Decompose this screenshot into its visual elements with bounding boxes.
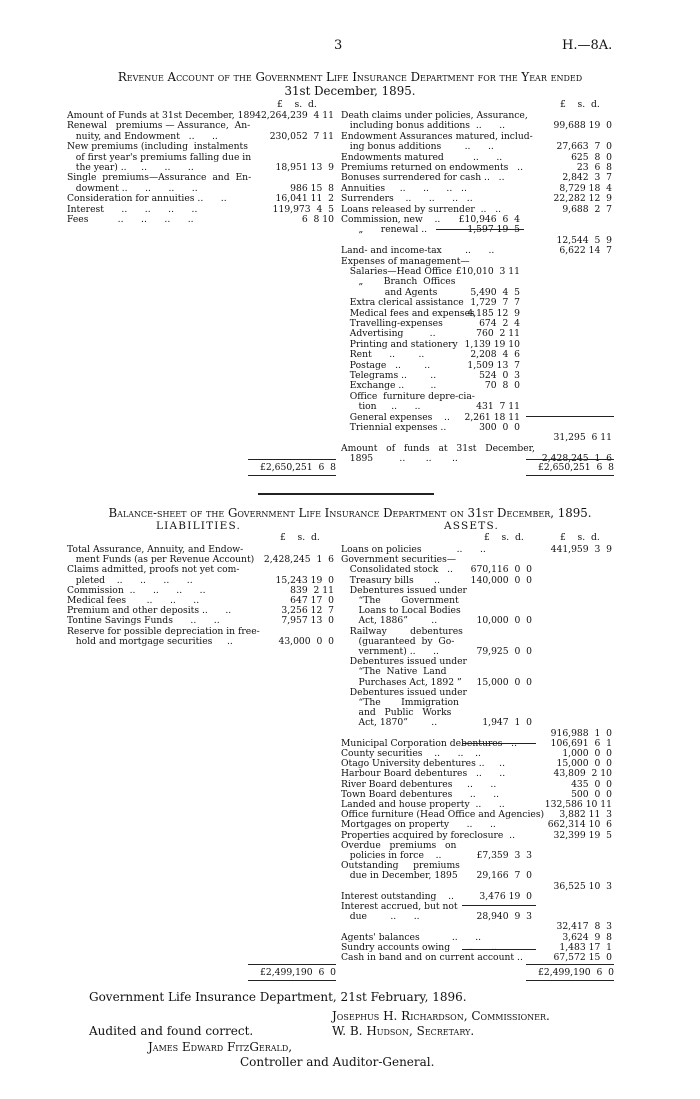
asset-inner-amount: 10,000 0 0 [476,615,532,627]
revenue-payment-inner-amount: 431 7 11 [476,401,520,413]
revenue-payment-amount: 625 8 0 [571,151,612,163]
assets-total-rule [526,964,614,965]
revenue-payment-inner-amount: 4,185 12 9 [467,307,520,319]
asset-amount: 36,525 10 3 [553,880,612,892]
asset-label: Office furniture (Head Office and Agencies) [341,809,545,821]
revenue-payment-label: Triennial expenses .. [341,422,447,433]
revenue-payment-inner-amount: £10,946 6 4 [458,214,520,225]
revenue-receipt-label: Amount of Funds at 31st December, 1894 [67,110,262,121]
assets-column-header: £ s. d. [560,532,600,543]
revenue-receipt-amount: 18,951 13 9 [275,162,334,173]
premiums-subtotal-rule [462,905,536,906]
revenue-receipt-amount: 16,041 11 2 [275,193,334,205]
revenue-payment-inner-amount: 70 8 0 [484,380,520,392]
revenue-payment-label: Commission, new .. [341,214,441,225]
revenue-right-total: £2,650,251 6 8 [538,462,614,473]
asset-label: Loans on policies .. .. [341,544,486,555]
asset-label: Otago University debentures .. .. [341,758,506,770]
revenue-payment-amount: 23 6 8 [576,162,612,173]
asset-label: Act, 1886” .. [341,615,438,627]
revenue-left-total-rule [248,459,336,460]
asset-inner-amount: 3,476 19 0 [479,890,532,902]
liability-amount: 3,256 12 7 [281,605,334,617]
revenue-payment-amount: 99,688 19 0 [553,120,612,132]
revenue-payment-label: Postage .. .. [341,359,431,371]
revenue-payment-amount: 6,622 14 7 [559,245,612,257]
asset-amount: 15,000 0 0 [556,758,612,770]
asset-label: River Board debentures .. .. [341,778,497,790]
asset-label: Properties acquired by foreclosure .. [341,829,516,841]
revenue-payment-label: and Agents [341,286,438,298]
audited-statement: Audited and found correct. [89,1024,254,1038]
revenue-payment-inner-amount: 674 2 4 [479,318,520,329]
asset-label: (guaranteed by Go- [341,635,455,647]
revenue-receipt-amount: 986 15 8 [290,182,334,194]
revenue-payment-label: Endowment Assurances matured, includ- [341,130,533,142]
revenue-payment-label: Bonuses surrendered for cash .. .. [341,172,505,184]
asset-inner-amount: 15,000 0 0 [476,676,532,688]
revenue-receipt-amount: 119,973 4 5 [272,203,334,215]
liability-label: Premium and other deposits .. .. [67,605,232,617]
liability-label: Claims admitted, proofs not yet com- [67,564,240,576]
asset-label: Town Board debentures .. .. [341,788,500,800]
liability-label: Commission .. .. .. .. [67,584,206,596]
asset-amount: 43,809 2 10 [553,768,612,780]
asset-amount: 1,483 17 1 [559,941,612,953]
liability-label: pleted .. .. .. .. [67,574,193,586]
revenue-left-double-rule [248,475,336,476]
revenue-payment-label: Printing and stationery [341,338,458,350]
revenue-payment-inner-amount: 760 2 11 [476,328,520,340]
revenue-payment-label: Telegrams .. .. [341,370,437,381]
revenue-payment-amount: 8,729 18 4 [559,182,612,194]
assets-heading: ASSETS. [444,520,500,532]
document-reference: H.—8A. [562,38,613,53]
asset-label: Municipal Corporation debentures .. [341,737,518,749]
revenue-payment-amount: 22,282 12 9 [553,193,612,205]
revenue-receipt-label: Renewal premiums — Assurance, An- [67,120,251,132]
revenue-payment-inner-amount: £10,010 3 11 [455,266,520,277]
asset-label: Government securities— [341,554,457,566]
revenue-payment-label: Death claims under policies, Assurance, [341,110,528,121]
asset-label: “The Native Land [341,666,447,678]
liabilities-column-header: £ s. d. [280,532,320,543]
revenue-payment-label: Travelling-expenses [341,318,443,329]
revenue-payment-label: General expenses .. [341,411,450,423]
revenue-receipt-label: Single premiums—Assurance and En- [67,172,252,184]
revenue-account-title: Revenue Account of the Government Life Insurance Department for the Year ended [117,70,583,84]
revenue-payment-amount: 27,663 7 0 [556,141,612,153]
commission-subtotal-rule [436,229,524,230]
page-number: 3 [334,38,343,53]
revenue-receipt-label: New premiums (including instalments [67,141,248,153]
asset-amount: 662,314 10 6 [547,819,612,831]
revenue-payment-inner-amount: 2,208 4 6 [470,349,520,361]
assets-inner-column-header: £ s. d. [484,532,524,543]
interest-subtotal-rule [462,949,536,950]
asset-label: Outstanding premiums [341,860,460,872]
revenue-payment-inner-amount: 524 0 3 [479,370,520,381]
revenue-payment-label: Loans released by surrender .. .. [341,203,502,215]
asset-label: Interest accrued, but not [341,901,458,912]
revenue-payment-inner-amount: 5,490 4 5 [470,286,520,298]
section-separator [258,493,434,495]
asset-inner-amount: 29,166 7 0 [476,870,532,882]
revenue-payment-label: Endowments matured .. .. [341,151,503,163]
assets-double-rule [526,980,614,981]
asset-label: Railway debentures [341,625,463,637]
revenue-payment-label: Extra clerical assistance [341,297,464,309]
asset-inner-amount: £7,359 3 3 [476,850,532,861]
liability-label: ment Funds (as per Revenue Account) [67,554,255,566]
revenue-payment-label: 1895 .. .. .. [341,453,458,465]
asset-label: Debentures issued under [341,584,467,596]
asset-label: Landed and house property .. .. [341,799,505,810]
asset-label: due .. .. [341,911,420,923]
revenue-left-total: £2,650,251 6 8 [260,462,336,473]
asset-label: Harbour Board debentures .. .. [341,768,506,780]
asset-label: Interest outstanding .. [341,890,454,902]
revenue-payment-label: Salaries—Head Office [341,266,452,277]
asset-label: vernment) .. .. [341,646,439,657]
asset-label: Sundry accounts owing .. .. [341,941,497,953]
asset-label: County securities .. .. .. [341,748,481,759]
revenue-payment-label: Amount of funds at 31st December, [341,442,535,454]
liability-label: Medical fees .. .. .. [67,595,200,606]
asset-label: Agents' balances .. .. [341,931,482,943]
revenue-payment-label: Advertising .. [341,328,436,340]
revenue-receipt-label: Interest .. .. .. .. [67,203,198,215]
revenue-payment-label: Office furniture depre-cia- [341,390,475,402]
asset-amount: 3,882 11 3 [559,809,612,821]
revenue-payment-inner-amount: 300 0 0 [479,422,520,433]
revenue-right-column-header: £ s. d. [560,99,600,110]
asset-amount: 106,691 6 1 [550,737,612,749]
asset-label: Consolidated stock .. [341,564,453,576]
revenue-payment-amount: 2,428,245 1 6 [541,453,612,465]
revenue-payment-amount: 2,842 3 7 [562,172,612,184]
asset-label: Overdue premiums on [341,839,457,851]
revenue-payment-inner-amount: 1,729 7 7 [470,297,520,309]
asset-inner-amount: 140,000 0 0 [470,574,532,586]
revenue-payment-label: ing bonus additions .. .. [341,141,494,153]
revenue-payment-inner-amount: 1,597 19 5 [467,224,520,236]
revenue-payment-inner-amount: 1,509 13 7 [467,359,520,371]
asset-label: Cash in band and on current account .. [341,952,523,963]
asset-inner-amount: 1,947 1 0 [482,717,532,729]
revenue-payment-amount: 12,544 5 9 [556,234,612,246]
liabilities-total-rule [248,964,336,965]
revenue-payment-label: Medical fees and expenses [341,307,475,319]
asset-label: Loans to Local Bodies [341,605,461,617]
assets-total: £2,499,190 6 0 [538,967,614,978]
revenue-receipt-amount: 2,264,239 4 11 [260,110,334,121]
revenue-payment-amount: 31,295 6 11 [553,432,612,444]
asset-amount: 435 0 0 [571,778,612,790]
asset-amount: 132,586 10 11 [544,799,612,810]
asset-label: due in December, 1895 [341,870,458,882]
asset-label: Purchases Act, 1892 ” [341,676,462,688]
asset-inner-amount: 28,940 9 3 [476,911,532,923]
liability-amount: 43,000 0 0 [278,635,334,647]
asset-amount: 32,417 8 3 [556,921,612,933]
securities-subtotal-rule [462,743,536,744]
asset-label: “The Government [341,595,459,606]
revenue-payment-label: tion .. .. [341,401,421,413]
revenue-right-total-rule [526,459,614,460]
department-date-line: Government Life Insurance Department, 21st February, 1896. [89,990,467,1004]
liabilities-double-rule [248,980,336,981]
asset-amount: 500 0 0 [571,788,612,800]
liability-label: Total Assurance, Annuity, and Endow- [67,544,244,555]
revenue-receipt-label: of first year's premiums falling due in [67,151,252,163]
asset-amount: 3,624 9 8 [562,931,612,943]
revenue-payment-label: Land- and income-tax .. .. [341,245,495,257]
revenue-payment-inner-amount: 1,139 19 10 [464,338,520,350]
asset-amount: 916,988 1 0 [550,727,612,739]
liability-amount: 2,428,245 1 6 [263,554,334,566]
revenue-payment-amount: 9,688 2 7 [562,203,612,215]
asset-label: Debentures issued under [341,686,467,698]
liability-amount: 839 2 11 [290,584,334,596]
revenue-receipt-label: the year) .. .. .. .. [67,162,194,173]
revenue-left-column-header: £ s. d. [277,99,317,110]
asset-label: Treasury bills .. [341,574,441,586]
commissioner-signature: Josephus H. Richardson, Commissioner. [332,1009,550,1023]
asset-label: Mortgages on property .. .. [341,819,496,831]
asset-label: “The Immigration [341,697,459,708]
expenses-subtotal-rule [526,416,614,417]
revenue-payment-label: „ Branch Offices [341,276,456,288]
revenue-payment-label: Surrenders .. .. .. .. [341,193,473,205]
liability-amount: 7,957 13 0 [281,615,334,627]
revenue-payment-label: „ renewal .. [341,224,428,236]
revenue-account-date: 31st December, 1895. [284,84,416,98]
revenue-receipt-label: dowment .. .. .. .. [67,182,198,194]
revenue-right-double-rule [526,475,614,476]
asset-inner-amount: 670,116 0 0 [470,564,532,576]
liabilities-heading: LIABILITIES. [156,520,242,532]
liability-amount: 15,243 19 0 [275,574,334,586]
revenue-payment-inner-amount: 2,261 18 11 [464,411,520,423]
asset-amount: 441,959 3 9 [550,544,612,555]
asset-label: Act, 1870” .. [341,717,438,729]
revenue-receipt-label: Fees .. .. .. .. [67,214,194,225]
auditor-title: Controller and Auditor-General. [240,1055,435,1069]
asset-label: and Public Works [341,707,452,719]
revenue-receipt-label: Consideration for annuities .. .. [67,193,227,205]
liability-label: Tontine Savings Funds .. .. [67,615,220,627]
balance-sheet-title: Balance-sheet of the Government Life Insurance Department on 31st December, 1895. [108,506,592,520]
asset-amount: 1,000 0 0 [562,748,612,759]
liability-amount: 647 17 0 [290,595,334,606]
revenue-receipt-amount: 6 8 10 [301,214,334,225]
asset-label: policies in force .. [341,850,442,861]
secretary-signature: W. B. Hudson, Secretary. [332,1024,475,1038]
liability-label: hold and mortgage securities .. [67,635,233,647]
revenue-payment-label: Annuities .. .. .. .. [341,182,467,194]
liability-label: Reserve for possible depreciation in free- [67,625,260,637]
revenue-payment-label: Premiums returned on endowments .. [341,162,523,173]
auditor-name: James Edward FitzGerald, [148,1040,293,1054]
revenue-receipt-amount: 230,052 7 11 [269,130,334,142]
revenue-receipt-label: nuity, and Endowment .. .. [67,130,218,142]
asset-amount: 32,399 19 5 [553,829,612,841]
revenue-payment-label: Expenses of management— [341,255,470,267]
liabilities-total: £2,499,190 6 0 [260,967,336,978]
asset-inner-amount: 79,925 0 0 [476,646,532,657]
revenue-payment-label: Exchange .. .. [341,380,437,392]
asset-amount: 67,572 15 0 [553,952,612,963]
asset-label: Debentures issued under [341,656,467,668]
revenue-payment-label: including bonus additions .. .. [341,120,506,132]
revenue-payment-label: Rent .. .. [341,349,425,361]
